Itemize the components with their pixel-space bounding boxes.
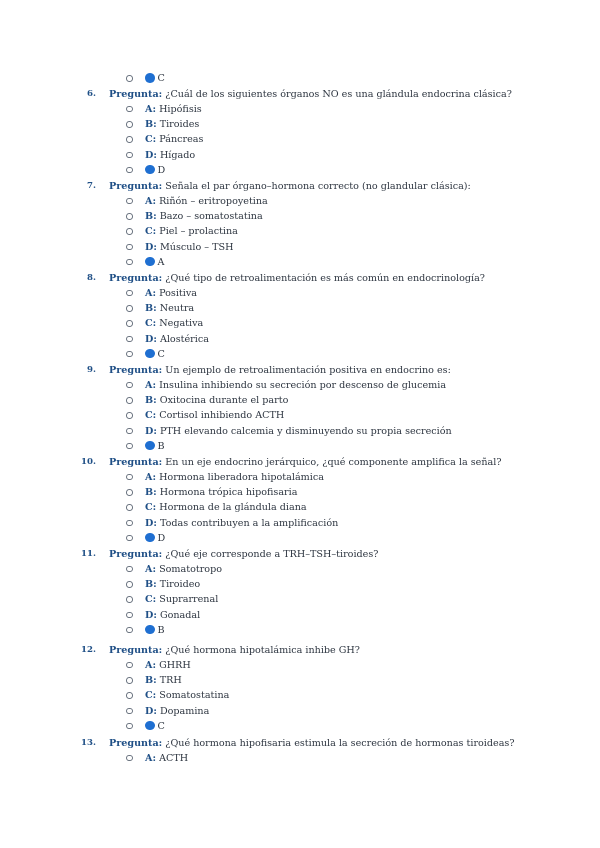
option-d [0,240,600,255]
question-6 [0,87,600,179]
hollow-bullet-icon [126,136,133,143]
option-text: GHRH [159,659,191,671]
question-number: 11. [81,548,96,559]
option-c [0,316,600,331]
pregunta-label: Pregunta: [109,364,163,376]
pregunta-label: Pregunta: [109,548,163,560]
hollow-bullet-icon [126,167,133,174]
question-10 [0,455,600,547]
question-7 [0,179,600,271]
option-letter: B: [145,579,157,591]
question-text: Un ejemplo de retroalimentación positiva en endocrino es: [165,364,451,376]
option-letter: A: [145,103,156,115]
pregunta-label: Pregunta: [109,272,163,284]
question-line [0,179,600,194]
hollow-bullet-icon [126,581,133,588]
option-b [0,673,600,688]
option-text: Músculo – TSH [159,241,234,253]
option-c [0,224,600,239]
hollow-bullet-icon [126,228,133,235]
hollow-bullet-icon [126,596,133,603]
option-text: PTH elevando calcemia y disminuyendo su propia secreción [159,425,452,437]
option-letter: A: [145,659,156,671]
option-letter: C: [145,502,157,514]
option-text: Tiroideo [159,579,201,591]
hollow-bullet-icon [126,259,133,266]
hollow-bullet-icon [126,290,133,297]
hollow-bullet-icon [126,566,133,573]
question-line [0,736,600,751]
option-a [0,378,600,393]
option-text: Dopamina [159,705,210,717]
answer-letter: D [157,164,166,176]
option-letter: D: [145,609,157,621]
question-text: Señala el par órgano–hormona correcto (no glandular clásica): [165,180,471,192]
hollow-bullet-icon [126,305,133,312]
answer-letter: A [157,256,165,268]
option-text: Alostérica [159,333,209,345]
option-text: Hormona liberadora hipotalámica [159,471,324,483]
answer-letter: C [157,348,165,360]
hollow-bullet-icon [126,443,133,450]
option-d [0,148,600,163]
question-number: 8. [87,272,96,283]
answer-dot-icon [145,533,155,543]
question-text: ¿Cuál de los siguientes órganos NO es una glándula endocrina clásica? [165,88,512,100]
option-text: Bazo – somatostatina [159,211,263,223]
answer-dot-icon [145,349,155,359]
option-letter: B: [145,211,157,223]
answer-dot-icon [145,165,155,175]
hollow-bullet-icon [126,627,133,634]
option-d [0,608,600,623]
hollow-bullet-icon [126,723,133,730]
question-line [0,271,600,286]
answer-letter: C [157,720,165,732]
option-text: Piel – prolactina [159,226,238,238]
option-text: Tiroides [159,119,200,131]
pregunta-label: Pregunta: [109,644,163,656]
question-text: ¿Qué tipo de retroalimentación es más común en endocrinología? [165,272,485,284]
option-text: Negativa [159,318,204,330]
hollow-bullet-icon [126,612,133,619]
option-c [0,592,600,607]
option-letter: C: [145,226,157,238]
option-text: Todas contribuyen a la amplificación [159,517,339,529]
hollow-bullet-icon [126,428,133,435]
question-number: 7. [87,180,96,191]
option-text: Hormona de la glándula diana [159,502,307,514]
hollow-bullet-icon [126,244,133,251]
option-text: Positiva [159,287,197,299]
hollow-bullet-icon [126,320,133,327]
option-text: Oxitocina durante el parto [159,395,289,407]
option-letter: A: [145,752,156,764]
option-letter: C: [145,690,157,702]
option-letter: B: [145,487,157,499]
question-line [0,363,600,378]
option-letter: C: [145,594,157,606]
option-d [0,516,600,531]
hollow-bullet-icon [126,662,133,669]
hollow-bullet-icon [126,336,133,343]
answer-row [0,347,600,362]
hollow-bullet-icon [126,351,133,358]
question-text: En un eje endocrino jerárquico, ¿qué componente amplifica la señal? [165,456,502,468]
question-line [0,455,600,470]
option-text: Neutra [159,303,195,315]
pregunta-label: Pregunta: [109,180,163,192]
answer-letter: C [157,73,165,84]
answer-row [0,623,600,638]
option-c [0,688,600,703]
option-a [0,470,600,485]
option-b [0,117,600,132]
question-line [0,87,600,102]
hollow-bullet-icon [126,489,133,496]
hollow-bullet-icon [126,708,133,715]
option-letter: D: [145,705,157,717]
question-text: ¿Qué hormona hipotalámica inhibe GH? [165,644,360,656]
answer-row [0,255,600,270]
option-a [0,658,600,673]
answer-letter: B [157,440,165,452]
hollow-bullet-icon [126,535,133,542]
option-b [0,577,600,592]
option-letter: C: [145,134,157,146]
question-9 [0,363,600,455]
question-text: ¿Qué eje corresponde a TRH–TSH–tiroides? [165,548,379,560]
hollow-bullet-icon [126,520,133,527]
option-a [0,562,600,577]
option-text: Hipófisis [159,103,202,115]
answer-letter: B [157,624,165,636]
hollow-bullet-icon [126,412,133,419]
pregunta-label: Pregunta: [109,737,163,749]
hollow-bullet-icon [126,106,133,113]
answer-row [0,719,600,734]
option-a [0,286,600,301]
option-letter: A: [145,563,156,575]
question-8 [0,271,600,363]
question-number: 13. [81,737,96,748]
question-number: 6. [87,88,96,99]
option-text: Hígado [159,149,196,161]
option-b [0,485,600,500]
option-d [0,332,600,347]
option-letter: A: [145,287,156,299]
option-c [0,408,600,423]
question-11 [0,547,600,639]
question-line [0,547,600,562]
hollow-bullet-icon [126,213,133,220]
answer-dot-icon [145,73,155,83]
option-text: TRH [159,675,182,687]
option-text: Suprarrenal [159,594,219,606]
option-letter: D: [145,425,157,437]
hollow-bullet-icon [126,121,133,128]
option-letter: A: [145,379,156,391]
option-text: ACTH [159,752,189,764]
pregunta-label: Pregunta: [109,456,163,468]
option-text: Insulina inhibiendo su secreción por descenso de glucemia [159,379,447,391]
option-text: Somatostatina [159,690,230,702]
option-text: Cortisol inhibiendo ACTH [159,410,285,422]
answer-dot-icon [145,441,155,451]
option-b [0,301,600,316]
option-letter: B: [145,395,157,407]
option-text: Somatotropo [159,563,222,575]
option-letter: D: [145,241,157,253]
question-number: 10. [81,456,96,467]
option-text: Hormona trópica hipofisaria [159,487,298,499]
option-c [0,132,600,147]
option-letter: A: [145,471,156,483]
hollow-bullet-icon [126,382,133,389]
option-a [0,194,600,209]
answer-letter: D [157,532,166,544]
option-b [0,209,600,224]
hollow-bullet-icon [126,677,133,684]
option-letter: D: [145,333,157,345]
option-a [0,751,600,766]
question-number: 12. [81,644,96,655]
answer-row [0,439,600,454]
question-number: 9. [87,364,96,375]
hollow-bullet-icon [126,152,133,159]
option-d [0,424,600,439]
option-a [0,102,600,117]
option-letter: D: [145,149,157,161]
answer-dot-icon [145,721,155,731]
question-line [0,643,600,658]
option-letter: B: [145,119,157,131]
option-letter: C: [145,410,157,422]
pregunta-label: Pregunta: [109,88,163,100]
option-text: Gonadal [159,609,201,621]
answer-row [0,531,600,546]
hollow-bullet-icon [126,75,133,82]
hollow-bullet-icon [126,474,133,481]
answer-row [0,163,600,178]
answer-dot-icon [145,625,155,635]
option-letter: A: [145,195,156,207]
question-13 [0,736,600,767]
hollow-bullet-icon [126,198,133,205]
answer-row [0,71,600,86]
option-b [0,393,600,408]
question-text: ¿Qué hormona hipofisaria estimula la secreción de hormonas tiroideas? [165,737,515,749]
option-c [0,500,600,515]
option-letter: B: [145,303,157,315]
question-12 [0,643,600,735]
option-letter: D: [145,517,157,529]
previous-question-answer [0,71,600,86]
option-text: Riñón – eritropoyetina [159,195,268,207]
answer-dot-icon [145,257,155,267]
option-text: Páncreas [159,134,204,146]
hollow-bullet-icon [126,692,133,699]
option-d [0,704,600,719]
hollow-bullet-icon [126,397,133,404]
hollow-bullet-icon [126,504,133,511]
hollow-bullet-icon [126,755,133,762]
option-letter: C: [145,318,157,330]
option-letter: B: [145,675,157,687]
